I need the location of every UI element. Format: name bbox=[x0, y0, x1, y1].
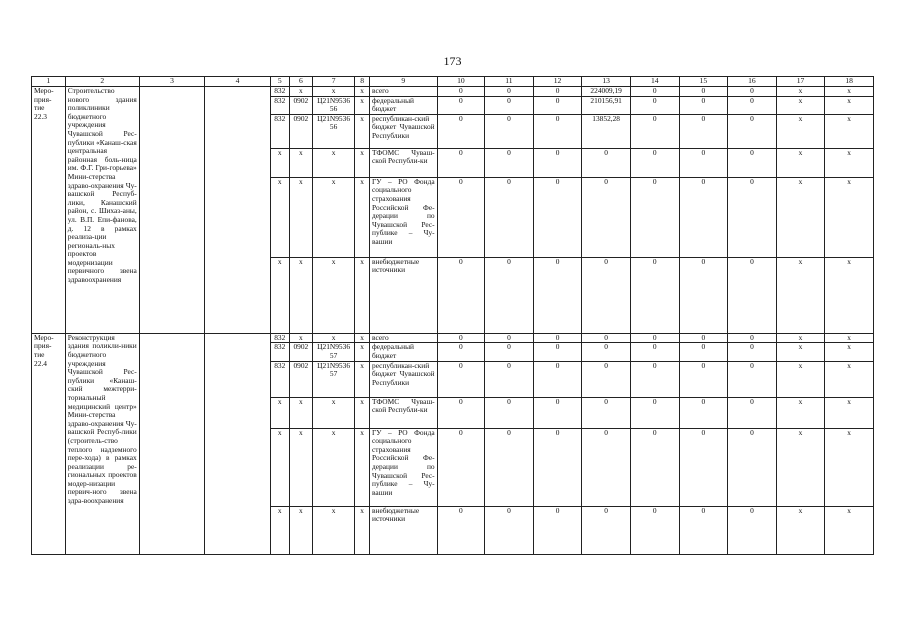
year-value: 0 bbox=[533, 114, 582, 148]
budget-table bbox=[31, 76, 874, 555]
year-value: 0 bbox=[679, 343, 728, 361]
year-value: 0 bbox=[533, 96, 582, 114]
year-value: 0 bbox=[728, 428, 777, 506]
funding-source: всего bbox=[370, 333, 438, 343]
column-header: 16 bbox=[728, 77, 777, 87]
year-value: 0 bbox=[533, 506, 582, 554]
section-code: x bbox=[289, 333, 312, 343]
target-article-code: x bbox=[312, 148, 354, 177]
year-value: 0 bbox=[679, 114, 728, 148]
year-value: 0 bbox=[437, 333, 485, 343]
expense-type-code: x bbox=[355, 148, 370, 177]
year-value: 0 bbox=[679, 96, 728, 114]
year-value: 0 bbox=[437, 361, 485, 397]
year-value: 0 bbox=[728, 333, 777, 343]
grbs-code: 832 bbox=[270, 114, 289, 148]
section-code: x bbox=[289, 506, 312, 554]
year-value: 0 bbox=[679, 257, 728, 333]
year-value: 0 bbox=[630, 257, 679, 333]
year-value: 0 bbox=[485, 148, 534, 177]
target-article-code: x bbox=[312, 428, 354, 506]
year-value: 0 bbox=[533, 87, 582, 97]
column-header: 18 bbox=[825, 77, 874, 87]
year-value: x bbox=[825, 177, 874, 257]
year-value: 0 bbox=[728, 87, 777, 97]
year-value: 0 bbox=[582, 343, 631, 361]
year-value: 0 bbox=[679, 361, 728, 397]
target-article-code: x bbox=[312, 506, 354, 554]
section-code: 0902 bbox=[289, 114, 312, 148]
year-value: 0 bbox=[485, 397, 534, 428]
year-value: 0 bbox=[728, 96, 777, 114]
column-header: 12 bbox=[533, 77, 582, 87]
year-value: 0 bbox=[728, 361, 777, 397]
column-header: 9 bbox=[370, 77, 438, 87]
year-value: x bbox=[825, 96, 874, 114]
column-header: 10 bbox=[437, 77, 485, 87]
year-value: 210156,91 bbox=[582, 96, 631, 114]
grbs-code: x bbox=[270, 257, 289, 333]
page-number: 173 bbox=[443, 54, 462, 68]
funding-source: внебюджетные источники bbox=[370, 257, 438, 333]
year-value: 0 bbox=[630, 177, 679, 257]
column-header: 14 bbox=[630, 77, 679, 87]
year-value: x bbox=[825, 506, 874, 554]
section-code: x bbox=[289, 397, 312, 428]
year-value: 0 bbox=[485, 361, 534, 397]
expense-type-code: x bbox=[355, 506, 370, 554]
grbs-code: x bbox=[270, 506, 289, 554]
year-value: 0 bbox=[679, 333, 728, 343]
target-article-code: Ц21N9536 56 bbox=[312, 114, 354, 148]
year-value: 0 bbox=[437, 177, 485, 257]
grbs-code: x bbox=[270, 177, 289, 257]
year-value: x bbox=[825, 397, 874, 428]
year-value: 0 bbox=[582, 361, 631, 397]
target-article-code: Ц21N9536 57 bbox=[312, 343, 354, 361]
year-value: 0 bbox=[582, 257, 631, 333]
expense-type-code: x bbox=[355, 343, 370, 361]
year-value: 0 bbox=[728, 506, 777, 554]
year-value: x bbox=[825, 148, 874, 177]
year-value: 13852,28 bbox=[582, 114, 631, 148]
year-value: x bbox=[825, 361, 874, 397]
table-row bbox=[32, 333, 874, 343]
column-header: 3 bbox=[139, 77, 205, 87]
column-header: 15 bbox=[679, 77, 728, 87]
measure-description: Реконструкция здания поликли-ники бюджетного учреждения Чувашской Рес-публики «Канаш-ский межтерри-ториальный медицинский центр» Мини-стерства здраво-охранения Чу-вашской Респуб-лики (строитель-ство теплого надземного пере-хода) в рамках реализации ре-гиональных проектов модер-низации первич-ного звена здра-воохранения bbox=[65, 333, 139, 554]
year-value: 0 bbox=[533, 148, 582, 177]
funding-source: ГУ – РО Фонда социального страхования Российской Фе-дерации по Чувашской Рес-публике – Чу-вашии bbox=[370, 177, 438, 257]
year-value: 0 bbox=[485, 87, 534, 97]
year-value: 0 bbox=[630, 343, 679, 361]
year-value: 0 bbox=[679, 148, 728, 177]
grbs-code: x bbox=[270, 397, 289, 428]
year-value: x bbox=[825, 428, 874, 506]
measure-label: Меро- прия- тие 22.3 bbox=[32, 87, 66, 334]
col-3-cell bbox=[139, 333, 205, 554]
grbs-code: 832 bbox=[270, 361, 289, 397]
year-value: x bbox=[776, 343, 825, 361]
year-value: x bbox=[776, 361, 825, 397]
col-3-cell bbox=[139, 87, 205, 334]
year-value: 0 bbox=[728, 114, 777, 148]
year-value: 0 bbox=[630, 361, 679, 397]
funding-source: ТФОМС Чуваш-ской Республи-ки bbox=[370, 397, 438, 428]
expense-type-code: x bbox=[355, 96, 370, 114]
year-value: 0 bbox=[728, 148, 777, 177]
expense-type-code: x bbox=[355, 257, 370, 333]
year-value: 0 bbox=[437, 428, 485, 506]
expense-type-code: x bbox=[355, 177, 370, 257]
year-value: 0 bbox=[437, 257, 485, 333]
year-value: 0 bbox=[582, 428, 631, 506]
year-value: x bbox=[776, 114, 825, 148]
year-value: 0 bbox=[437, 148, 485, 177]
target-article-code: Ц21N9536 56 bbox=[312, 96, 354, 114]
year-value: x bbox=[776, 148, 825, 177]
grbs-code: 832 bbox=[270, 333, 289, 343]
funding-source: ТФОМС Чуваш-ской Республи-ки bbox=[370, 148, 438, 177]
section-code: x bbox=[289, 428, 312, 506]
year-value: x bbox=[825, 87, 874, 97]
expense-type-code: x bbox=[355, 333, 370, 343]
year-value: x bbox=[776, 506, 825, 554]
year-value: 0 bbox=[630, 333, 679, 343]
target-article-code: x bbox=[312, 333, 354, 343]
column-header: 1 bbox=[32, 77, 66, 87]
funding-source: республикан-ский бюджет Чувашской Республики bbox=[370, 361, 438, 397]
grbs-code: 832 bbox=[270, 343, 289, 361]
year-value: x bbox=[825, 343, 874, 361]
measure-label: Меро- прия- тие 22.4 bbox=[32, 333, 66, 554]
funding-source: ГУ – РО Фонда социального страхования Российской Фе-дерации по Чувашской Рес-публике – Чу-вашии bbox=[370, 428, 438, 506]
year-value: 0 bbox=[533, 333, 582, 343]
year-value: x bbox=[776, 397, 825, 428]
section-code: x bbox=[289, 148, 312, 177]
section-code: x bbox=[289, 177, 312, 257]
section-code: x bbox=[289, 257, 312, 333]
year-value: 0 bbox=[533, 257, 582, 333]
year-value: 0 bbox=[437, 397, 485, 428]
year-value: x bbox=[776, 96, 825, 114]
target-article-code: x bbox=[312, 177, 354, 257]
year-value: 0 bbox=[679, 428, 728, 506]
year-value: 0 bbox=[728, 177, 777, 257]
year-value: 0 bbox=[485, 257, 534, 333]
year-value: 224009,19 bbox=[582, 87, 631, 97]
year-value: 0 bbox=[485, 96, 534, 114]
column-header: 13 bbox=[582, 77, 631, 87]
grbs-code: x bbox=[270, 148, 289, 177]
column-header: 11 bbox=[485, 77, 534, 87]
funding-source: внебюджетные источники bbox=[370, 506, 438, 554]
section-code: 0902 bbox=[289, 361, 312, 397]
grbs-code: 832 bbox=[270, 96, 289, 114]
year-value: x bbox=[776, 257, 825, 333]
funding-source: федеральный бюджет bbox=[370, 343, 438, 361]
expense-type-code: x bbox=[355, 428, 370, 506]
year-value: 0 bbox=[630, 428, 679, 506]
funding-source: федеральный бюджет bbox=[370, 96, 438, 114]
year-value: 0 bbox=[485, 506, 534, 554]
year-value: x bbox=[825, 114, 874, 148]
year-value: 0 bbox=[679, 506, 728, 554]
year-value: 0 bbox=[630, 506, 679, 554]
table-row bbox=[32, 87, 874, 97]
year-value: 0 bbox=[485, 428, 534, 506]
header-row bbox=[32, 77, 874, 87]
expense-type-code: x bbox=[355, 114, 370, 148]
year-value: x bbox=[776, 333, 825, 343]
year-value: x bbox=[776, 428, 825, 506]
col-4-cell bbox=[205, 87, 271, 334]
year-value: 0 bbox=[728, 397, 777, 428]
year-value: 0 bbox=[533, 428, 582, 506]
column-header: 5 bbox=[270, 77, 289, 87]
year-value: 0 bbox=[437, 96, 485, 114]
column-header: 8 bbox=[355, 77, 370, 87]
target-article-code: Ц21N9536 57 bbox=[312, 361, 354, 397]
target-article-code: x bbox=[312, 397, 354, 428]
year-value: 0 bbox=[485, 343, 534, 361]
year-value: 0 bbox=[533, 177, 582, 257]
year-value: 0 bbox=[533, 343, 582, 361]
year-value: x bbox=[776, 87, 825, 97]
section-code: 0902 bbox=[289, 343, 312, 361]
measure-description: Строительство нового здания поликлиники бюджетного учреждения Чувашской Рес-публики «Канаш-ская центральная районная боль-ница им. Ф.Г. Гри-горьева» Мини-стерства здраво-охранения Чу-вашской Респуб-лики, Канашский район, с. Шихаз-аны, ул. В.П. Епи-фанова, д. 12 в рамках реализа-ции региональ-ных проектов модернизации первичного звена здравоохранения bbox=[65, 87, 139, 334]
year-value: 0 bbox=[728, 343, 777, 361]
section-code: x bbox=[289, 87, 312, 97]
grbs-code: x bbox=[270, 428, 289, 506]
year-value: 0 bbox=[437, 506, 485, 554]
year-value: 0 bbox=[533, 361, 582, 397]
column-header: 7 bbox=[312, 77, 354, 87]
year-value: 0 bbox=[679, 397, 728, 428]
year-value: x bbox=[825, 257, 874, 333]
year-value: 0 bbox=[485, 177, 534, 257]
expense-type-code: x bbox=[355, 361, 370, 397]
year-value: 0 bbox=[485, 114, 534, 148]
year-value: 0 bbox=[679, 87, 728, 97]
year-value: 0 bbox=[582, 177, 631, 257]
year-value: x bbox=[776, 177, 825, 257]
column-header: 17 bbox=[776, 77, 825, 87]
year-value: 0 bbox=[437, 343, 485, 361]
column-header: 6 bbox=[289, 77, 312, 87]
year-value: x bbox=[825, 333, 874, 343]
funding-source: республикан-ский бюджет Чувашской Республики bbox=[370, 114, 438, 148]
expense-type-code: x bbox=[355, 397, 370, 428]
year-value: 0 bbox=[582, 397, 631, 428]
grbs-code: 832 bbox=[270, 87, 289, 97]
year-value: 0 bbox=[728, 257, 777, 333]
year-value: 0 bbox=[582, 506, 631, 554]
column-header: 4 bbox=[205, 77, 271, 87]
funding-source: всего bbox=[370, 87, 438, 97]
target-article-code: x bbox=[312, 257, 354, 333]
year-value: 0 bbox=[630, 397, 679, 428]
year-value: 0 bbox=[533, 397, 582, 428]
year-value: 0 bbox=[630, 96, 679, 114]
year-value: 0 bbox=[630, 114, 679, 148]
section-code: 0902 bbox=[289, 96, 312, 114]
year-value: 0 bbox=[679, 177, 728, 257]
year-value: 0 bbox=[630, 148, 679, 177]
col-4-cell bbox=[205, 333, 271, 554]
expense-type-code: x bbox=[355, 87, 370, 97]
year-value: 0 bbox=[582, 333, 631, 343]
year-value: 0 bbox=[582, 148, 631, 177]
target-article-code: x bbox=[312, 87, 354, 97]
column-header: 2 bbox=[65, 77, 139, 87]
year-value: 0 bbox=[485, 333, 534, 343]
year-value: 0 bbox=[630, 87, 679, 97]
year-value: 0 bbox=[437, 87, 485, 97]
year-value: 0 bbox=[437, 114, 485, 148]
